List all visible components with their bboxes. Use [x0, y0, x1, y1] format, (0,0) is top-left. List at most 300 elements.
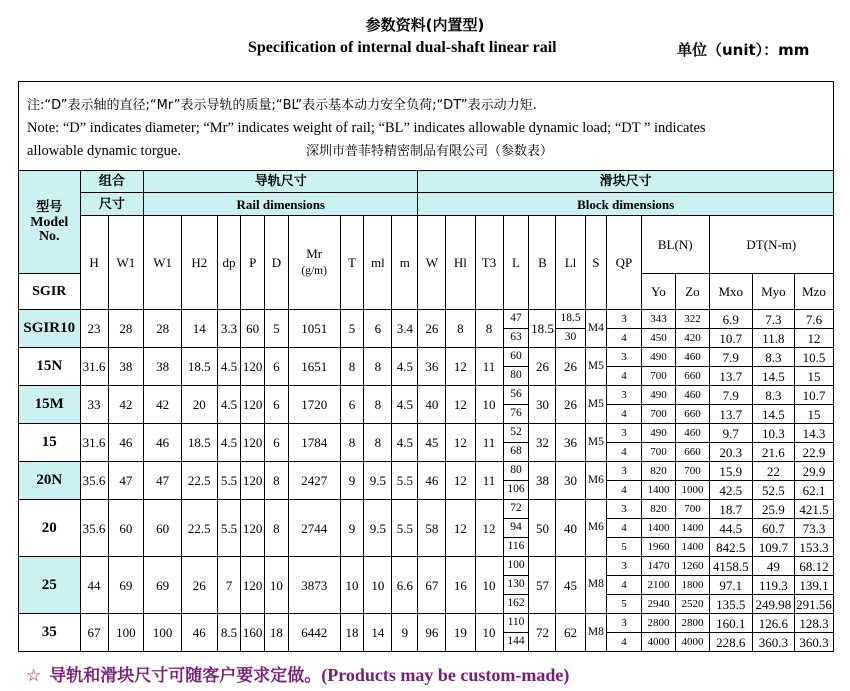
cell-QP: 4 — [607, 481, 642, 500]
cell-m: 3.4 — [392, 310, 418, 348]
cell-QP: 3 — [607, 614, 642, 633]
cell-Zo: 700 — [676, 462, 709, 481]
cell-P: 160 — [241, 614, 265, 652]
cell-Zo: 420 — [676, 329, 709, 348]
cell-W: 45 — [418, 424, 446, 462]
cell-Mr: 2744 — [288, 500, 340, 557]
cell-ml: 8 — [364, 386, 392, 424]
cell-Yo: 1960 — [641, 538, 676, 557]
cell-Mr: 6442 — [288, 614, 340, 652]
model-cell: 20N — [19, 462, 81, 500]
cell-Myo: 25.9 — [752, 500, 794, 519]
cell-B: 18.5 — [529, 310, 556, 348]
model-header-en2: No. — [38, 228, 60, 244]
cell-T: 9 — [340, 462, 364, 500]
cell-Myo: 249.98 — [752, 595, 794, 614]
cell-Mzo: 22.9 — [794, 443, 833, 462]
cell-S: M6 — [585, 462, 607, 500]
star-icon: ☆ — [26, 666, 42, 686]
cell-Myo: 22 — [752, 462, 794, 481]
cell-B: 50 — [529, 500, 556, 557]
cell-S: M5 — [585, 386, 607, 424]
cell-Yo: 2800 — [641, 614, 676, 633]
model-header-cn: 型号 — [36, 199, 63, 215]
col-BL: BL(N) — [641, 216, 709, 274]
cell-W1: 60 — [144, 500, 182, 557]
cell-L: 80 — [503, 367, 529, 386]
note-line-en: Note: “D” indicates diameter; “Mr” indicates weight of rail; “BL” indicates allowable dynamic load; “DT ” indicates — [27, 120, 706, 136]
cell-L: 116 — [503, 538, 529, 557]
header-row-1 — [19, 171, 834, 193]
model-header-en1: Model — [30, 214, 69, 230]
cell-Mxo: 135.5 — [709, 595, 752, 614]
cell-Zo: 1000 — [676, 481, 709, 500]
cell-W1: 69 — [144, 557, 182, 614]
cell-H2: 26 — [181, 557, 217, 614]
col-H1: Hl — [446, 216, 475, 310]
cell-L: 94 — [503, 519, 529, 538]
cell-S: M4 — [585, 310, 607, 348]
combo-header-cn1: 组合 — [80, 171, 144, 193]
cell-W1: 47 — [144, 462, 182, 500]
unit-label: 单位（unit）：mm — [677, 41, 810, 59]
col-m: m — [392, 216, 418, 310]
cell-m: 4.5 — [392, 386, 418, 424]
cell-ml: 9.5 — [364, 462, 392, 500]
cell-L1: 30 — [556, 329, 585, 348]
cell-Myo: 8.3 — [752, 348, 794, 367]
cell-H1: 12 — [446, 348, 475, 386]
cell-Zo: 460 — [676, 386, 709, 405]
col-Zo: Zo — [676, 274, 709, 310]
table-row — [19, 500, 834, 519]
cell-Mxo: 7.9 — [709, 348, 752, 367]
company-name: 深圳市普菲特精密制品有限公司（参数表） — [305, 144, 553, 159]
cell-Yo: 343 — [641, 310, 676, 329]
cell-W1a: 60 — [108, 500, 144, 557]
cell-H2: 22.5 — [181, 500, 217, 557]
cell-P: 60 — [241, 310, 265, 348]
cell-Mxo: 842.5 — [709, 538, 752, 557]
cell-L: 144 — [503, 633, 529, 652]
cell-W1a: 47 — [108, 462, 144, 500]
cell-B: 72 — [529, 614, 556, 652]
cell-H1: 12 — [446, 424, 475, 462]
cell-H2: 18.5 — [181, 348, 217, 386]
cell-ml: 6 — [364, 310, 392, 348]
cell-Myo: 14.5 — [752, 367, 794, 386]
cell-Zo: 322 — [676, 310, 709, 329]
cell-Mxo: 160.1 — [709, 614, 752, 633]
cell-L: 68 — [503, 443, 529, 462]
cell-Mxo: 44.5 — [709, 519, 752, 538]
combo-header-cn2: 尺寸 — [80, 193, 144, 216]
cell-Myo: 126.6 — [752, 614, 794, 633]
cell-Myo: 60.7 — [752, 519, 794, 538]
cell-QP: 4 — [607, 519, 642, 538]
col-P: P — [241, 216, 265, 310]
cell-H2: 18.5 — [181, 424, 217, 462]
col-dp: dp — [217, 216, 241, 310]
cell-H: 35.6 — [80, 462, 108, 500]
cell-T3: 10 — [475, 557, 503, 614]
sgir-label: SGIR — [19, 274, 81, 310]
cell-Mxo: 13.7 — [709, 367, 752, 386]
cell-Mxo: 18.7 — [709, 500, 752, 519]
cell-P: 120 — [241, 500, 265, 557]
cell-Zo: 1260 — [676, 557, 709, 576]
cell-T: 8 — [340, 348, 364, 386]
cell-L1: 45 — [556, 557, 585, 614]
model-header-cell — [19, 171, 81, 274]
cell-T3: 11 — [475, 462, 503, 500]
cell-Mxo: 15.9 — [709, 462, 752, 481]
cell-Zo: 1800 — [676, 576, 709, 595]
rail-header-en: Rail dimensions — [144, 193, 418, 216]
table-row — [19, 348, 834, 367]
cell-W1: 38 — [144, 348, 182, 386]
cell-H: 67 — [80, 614, 108, 652]
cell-QP: 4 — [607, 367, 642, 386]
col-Yo: Yo — [641, 274, 676, 310]
cell-Yo: 450 — [641, 329, 676, 348]
cell-Myo: 360.3 — [752, 633, 794, 652]
cell-P: 120 — [241, 348, 265, 386]
header-row-2 — [19, 193, 834, 216]
cell-Zo: 660 — [676, 367, 709, 386]
model-cell: 15N — [19, 348, 81, 386]
table-row — [19, 424, 834, 443]
cell-L: 76 — [503, 405, 529, 424]
cell-Mxo: 97.1 — [709, 576, 752, 595]
col-B: B — [529, 216, 556, 310]
cell-L1: 30 — [556, 462, 585, 500]
rail-header-cn: 导轨尺寸 — [144, 171, 418, 193]
cell-T3: 11 — [475, 348, 503, 386]
cell-B: 32 — [529, 424, 556, 462]
cell-Mzo: 10.7 — [794, 386, 833, 405]
cell-W: 58 — [418, 500, 446, 557]
cell-H1: 12 — [446, 462, 475, 500]
cell-T3: 12 — [475, 500, 503, 557]
cell-W1a: 100 — [108, 614, 144, 652]
cell-Zo: 700 — [676, 500, 709, 519]
cell-W1: 42 — [144, 386, 182, 424]
col-DT: DT(N-m) — [709, 216, 833, 274]
cell-Mxo: 228.6 — [709, 633, 752, 652]
cell-Mr: 1784 — [288, 424, 340, 462]
cell-Mzo: 7.6 — [794, 310, 833, 329]
cell-Mzo: 15 — [794, 405, 833, 424]
cell-T: 5 — [340, 310, 364, 348]
cell-T: 6 — [340, 386, 364, 424]
col-H: H — [80, 216, 108, 310]
cell-W1a: 42 — [108, 386, 144, 424]
block-header-cn: 滑块尺寸 — [418, 171, 834, 193]
cell-W: 40 — [418, 386, 446, 424]
page-title-cn: 参数资料(内置型) — [365, 16, 485, 34]
cell-W: 96 — [418, 614, 446, 652]
cell-L: 60 — [503, 348, 529, 367]
cell-Yo: 700 — [641, 367, 676, 386]
cell-Zo: 4000 — [676, 633, 709, 652]
cell-QP: 4 — [607, 329, 642, 348]
cell-S: M8 — [585, 614, 607, 652]
model-cell: 25 — [19, 557, 81, 614]
cell-T: 8 — [340, 424, 364, 462]
col-ml: ml — [364, 216, 392, 310]
cell-D: 8 — [265, 462, 289, 500]
cell-H1: 16 — [446, 557, 475, 614]
table-row — [19, 310, 834, 329]
model-cell: 20 — [19, 500, 81, 557]
cell-Mxo: 20.3 — [709, 443, 752, 462]
cell-D: 6 — [265, 348, 289, 386]
cell-QP: 4 — [607, 405, 642, 424]
col-T: T — [340, 216, 364, 310]
cell-QP: 5 — [607, 595, 642, 614]
note-line-en2 — [27, 140, 825, 163]
cell-H2: 14 — [181, 310, 217, 348]
cell-H: 35.6 — [80, 500, 108, 557]
cell-QP: 4 — [607, 576, 642, 595]
cell-L1: 36 — [556, 424, 585, 462]
cell-H: 31.6 — [80, 424, 108, 462]
cell-S: M5 — [585, 348, 607, 386]
cell-D: 10 — [265, 557, 289, 614]
cell-D: 6 — [265, 386, 289, 424]
cell-P: 120 — [241, 386, 265, 424]
cell-Zo: 2800 — [676, 614, 709, 633]
block-header-en: Block dimensions — [418, 193, 834, 216]
cell-P: 120 — [241, 557, 265, 614]
cell-T: 9 — [340, 500, 364, 557]
cell-m: 5.5 — [392, 500, 418, 557]
table-row — [19, 386, 834, 405]
cell-T3: 10 — [475, 386, 503, 424]
col-Mxo: Mxo — [709, 274, 752, 310]
cell-L: 63 — [503, 329, 529, 348]
cell-W1: 28 — [144, 310, 182, 348]
col-W1-combo: W1 — [108, 216, 144, 310]
cell-ml: 10 — [364, 557, 392, 614]
cell-QP: 4 — [607, 633, 642, 652]
cell-Myo: 21.6 — [752, 443, 794, 462]
cell-P: 120 — [241, 462, 265, 500]
cell-L: 106 — [503, 481, 529, 500]
cell-ml: 14 — [364, 614, 392, 652]
cell-L: 100 — [503, 557, 529, 576]
col-Mzo: Mzo — [794, 274, 833, 310]
model-cell: 15M — [19, 386, 81, 424]
cell-B: 57 — [529, 557, 556, 614]
cell-H: 31.6 — [80, 348, 108, 386]
cell-L1: 62 — [556, 614, 585, 652]
cell-L: 110 — [503, 614, 529, 633]
cell-QP: 3 — [607, 348, 642, 367]
cell-H1: 19 — [446, 614, 475, 652]
cell-Mzo: 68.12 — [794, 557, 833, 576]
model-cell: SGIR10 — [19, 310, 81, 348]
cell-dp: 4.5 — [217, 348, 241, 386]
cell-T3: 10 — [475, 614, 503, 652]
cell-L: 52 — [503, 424, 529, 443]
col-Myo: Myo — [752, 274, 794, 310]
col-Mr-label: Mr — [306, 246, 323, 262]
cell-T: 18 — [340, 614, 364, 652]
footer-text-cn: 导轨和滑块尺寸可随客户要求定做。 — [49, 666, 322, 686]
cell-W1: 100 — [144, 614, 182, 652]
cell-Zo: 660 — [676, 443, 709, 462]
cell-Mzo: 128.3 — [794, 614, 833, 633]
cell-Mr: 1720 — [288, 386, 340, 424]
col-L: L — [503, 216, 529, 310]
cell-Myo: 52.5 — [752, 481, 794, 500]
cell-Myo: 109.7 — [752, 538, 794, 557]
cell-Myo: 10.3 — [752, 424, 794, 443]
cell-Mxo: 42.5 — [709, 481, 752, 500]
cell-Yo: 490 — [641, 424, 676, 443]
cell-D: 8 — [265, 500, 289, 557]
cell-L: 130 — [503, 576, 529, 595]
cell-W1a: 28 — [108, 310, 144, 348]
col-D: D — [265, 216, 289, 310]
cell-B: 38 — [529, 462, 556, 500]
cell-Mxo: 9.7 — [709, 424, 752, 443]
cell-Yo: 4000 — [641, 633, 676, 652]
cell-dp: 8.5 — [217, 614, 241, 652]
cell-D: 6 — [265, 424, 289, 462]
cell-W1a: 38 — [108, 348, 144, 386]
cell-Myo: 119.3 — [752, 576, 794, 595]
cell-L: 56 — [503, 386, 529, 405]
cell-W: 46 — [418, 462, 446, 500]
cell-L1: 40 — [556, 500, 585, 557]
cell-Myo: 49 — [752, 557, 794, 576]
cell-QP: 4 — [607, 443, 642, 462]
cell-Mzo: 153.3 — [794, 538, 833, 557]
cell-Yo: 700 — [641, 405, 676, 424]
cell-W: 26 — [418, 310, 446, 348]
model-cell: 35 — [19, 614, 81, 652]
col-Mr-unit: (g/m) — [301, 265, 327, 278]
col-QP: QP — [607, 216, 642, 310]
cell-Mzo: 29.9 — [794, 462, 833, 481]
note-line-en2-text: allowable dynamic torgue. — [27, 143, 181, 159]
cell-m: 4.5 — [392, 424, 418, 462]
cell-Zo: 460 — [676, 424, 709, 443]
cell-Mzo: 15 — [794, 367, 833, 386]
cell-D: 5 — [265, 310, 289, 348]
cell-Myo: 8.3 — [752, 386, 794, 405]
cell-Mr: 2427 — [288, 462, 340, 500]
cell-H: 44 — [80, 557, 108, 614]
cell-W1: 46 — [144, 424, 182, 462]
cell-m: 5.5 — [392, 462, 418, 500]
table-row — [19, 557, 834, 576]
cell-QP: 5 — [607, 538, 642, 557]
cell-Mzo: 14.3 — [794, 424, 833, 443]
cell-dp: 5.5 — [217, 462, 241, 500]
note-line-cn: 注:“D”表示轴的直径;“Mr”表示导轨的质量;“BL”表示基本动力安全负荷;“DT”表示动力矩. — [27, 98, 537, 113]
cell-Mzo: 139.1 — [794, 576, 833, 595]
cell-T3: 11 — [475, 424, 503, 462]
footer-text-en: (Products may be custom-made) — [321, 665, 570, 685]
cell-QP: 3 — [607, 500, 642, 519]
cell-Mzo: 360.3 — [794, 633, 833, 652]
cell-dp: 4.5 — [217, 386, 241, 424]
cell-Yo: 490 — [641, 348, 676, 367]
cell-B: 30 — [529, 386, 556, 424]
cell-P: 120 — [241, 424, 265, 462]
cell-ml: 8 — [364, 424, 392, 462]
cell-S: M8 — [585, 557, 607, 614]
table-row — [19, 462, 834, 481]
cell-L: 47 — [503, 310, 529, 329]
cell-S: M5 — [585, 424, 607, 462]
cell-Zo: 660 — [676, 405, 709, 424]
cell-Myo: 7.3 — [752, 310, 794, 329]
cell-H2: 20 — [181, 386, 217, 424]
cell-D: 18 — [265, 614, 289, 652]
page-title-en: Specification of internal dual-shaft linear rail — [248, 39, 557, 56]
cell-Yo: 2940 — [641, 595, 676, 614]
cell-Zo: 1400 — [676, 519, 709, 538]
cell-Yo: 490 — [641, 386, 676, 405]
cell-S: M6 — [585, 500, 607, 557]
cell-B: 26 — [529, 348, 556, 386]
cell-H2: 22.5 — [181, 462, 217, 500]
note-box — [18, 81, 834, 171]
col-S: S — [585, 216, 607, 310]
cell-Mzo: 10.5 — [794, 348, 833, 367]
cell-Zo: 2520 — [676, 595, 709, 614]
spec-table — [18, 170, 834, 652]
cell-m: 6.6 — [392, 557, 418, 614]
cell-H: 23 — [80, 310, 108, 348]
cell-Zo: 460 — [676, 348, 709, 367]
cell-Mzo: 62.1 — [794, 481, 833, 500]
cell-m: 4.5 — [392, 348, 418, 386]
cell-m: 9 — [392, 614, 418, 652]
col-T3: T3 — [475, 216, 503, 310]
cell-ml: 9.5 — [364, 500, 392, 557]
cell-Mzo: 73.3 — [794, 519, 833, 538]
cell-Yo: 700 — [641, 443, 676, 462]
cell-Mxo: 10.7 — [709, 329, 752, 348]
custom-made-note — [26, 661, 569, 686]
cell-Mxo: 4158.5 — [709, 557, 752, 576]
cell-Myo: 14.5 — [752, 405, 794, 424]
cell-dp: 5.5 — [217, 500, 241, 557]
cell-QP: 3 — [607, 386, 642, 405]
cell-QP: 3 — [607, 310, 642, 329]
cell-H1: 12 — [446, 500, 475, 557]
cell-W1a: 46 — [108, 424, 144, 462]
cell-Myo: 11.8 — [752, 329, 794, 348]
header-row-3 — [19, 216, 834, 274]
cell-Mxo: 7.9 — [709, 386, 752, 405]
cell-Zo: 1400 — [676, 538, 709, 557]
cell-Mr: 3873 — [288, 557, 340, 614]
col-L1: Ll — [556, 216, 585, 310]
cell-Yo: 820 — [641, 500, 676, 519]
cell-Mzo: 12 — [794, 329, 833, 348]
cell-W: 67 — [418, 557, 446, 614]
cell-QP: 3 — [607, 557, 642, 576]
cell-dp: 3.3 — [217, 310, 241, 348]
model-cell: 15 — [19, 424, 81, 462]
